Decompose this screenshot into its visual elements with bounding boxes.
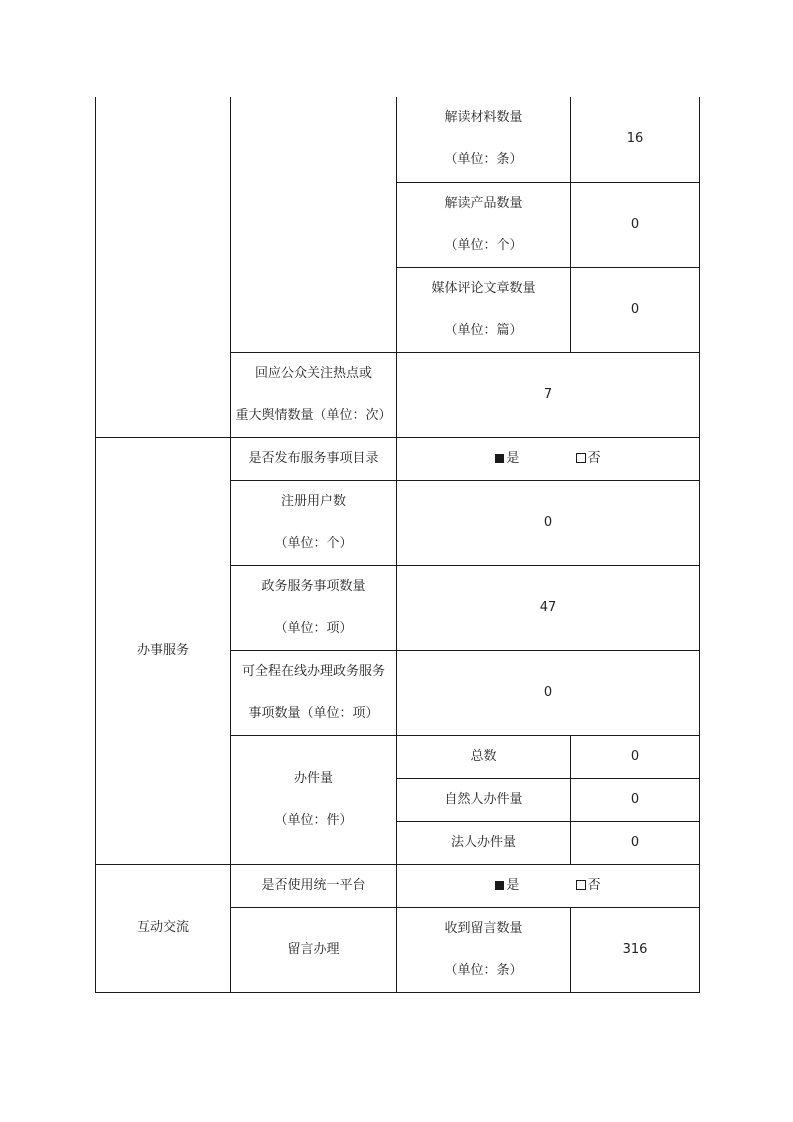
checked-box-icon [495, 881, 504, 890]
unit-line: （单位：件） [274, 812, 353, 828]
label-line: 收到留言数量 [444, 920, 523, 936]
yes-label: 是 [506, 450, 520, 466]
service-category-cell: 办事服务 [96, 437, 231, 864]
messages-received-label [397, 907, 571, 992]
unit-line: （单位：条） [444, 152, 523, 168]
label-line: 解读产品数量 [444, 195, 523, 211]
service-items-value: 47 [397, 565, 700, 650]
label-line: 办件量 [293, 770, 333, 786]
volume-total-label: 总数 [397, 735, 571, 778]
unified-platform-label: 是否使用统一平台 [231, 864, 397, 907]
volume-natural-person-value: 0 [571, 778, 700, 821]
label-line: 政务服务事项数量 [261, 578, 366, 594]
yes-label: 是 [506, 877, 520, 893]
case-volume-label [231, 735, 397, 864]
service-items-label [231, 565, 397, 650]
messages-received-value: 316 [571, 907, 700, 992]
interpretation-materials-value: 16 [571, 97, 700, 182]
unit-line: （单位：条） [444, 962, 523, 978]
no-option [576, 438, 601, 480]
label-line: 媒体评论文章数量 [431, 280, 536, 296]
statistics-table [95, 97, 700, 993]
table-row [96, 437, 700, 480]
registered-users-label [231, 480, 397, 565]
label-line: 注册用户数 [280, 493, 346, 509]
interpretation-products-value: 0 [571, 182, 700, 267]
online-items-label [231, 650, 397, 735]
no-option [576, 865, 601, 907]
interpretation-products-label [397, 182, 571, 267]
unit-line: （单位：个） [274, 535, 353, 551]
unit-line: 事项数量（单位：项） [248, 705, 379, 721]
media-articles-value: 0 [571, 267, 700, 352]
label-line: 解读材料数量 [444, 110, 523, 126]
media-articles-label [397, 267, 571, 352]
checked-box-icon [495, 454, 504, 463]
unified-platform-choice [397, 864, 700, 907]
unit-line: （单位：篇） [444, 322, 523, 338]
unit-line: 重大舆情数量（单位：次） [235, 407, 392, 423]
no-label: 否 [587, 877, 601, 893]
volume-total-value: 0 [571, 735, 700, 778]
table-row [96, 97, 700, 182]
yes-option [495, 865, 519, 907]
continued-category-cell [96, 97, 231, 437]
volume-legal-person-value: 0 [571, 821, 700, 864]
service-catalog-label: 是否发布服务事项目录 [231, 437, 397, 480]
label-line: 回应公众关注热点或 [254, 365, 372, 381]
interaction-category-cell: 互动交流 [96, 864, 231, 992]
unit-line: （单位：个） [444, 237, 523, 253]
no-label: 否 [587, 450, 601, 466]
unchecked-box-icon [576, 453, 586, 463]
volume-natural-person-label: 自然人办件量 [397, 778, 571, 821]
unit-line: （单位：项） [274, 620, 353, 636]
service-catalog-choice [397, 437, 700, 480]
hotspot-response-value: 7 [397, 352, 700, 437]
yes-option [495, 438, 519, 480]
continued-subcategory-cell [231, 97, 397, 352]
online-items-value: 0 [397, 650, 700, 735]
volume-legal-person-label: 法人办件量 [397, 821, 571, 864]
label-line: 可全程在线办理政务服务 [241, 663, 385, 679]
table-row [96, 864, 700, 907]
message-handling-label: 留言办理 [231, 907, 397, 992]
registered-users-value: 0 [397, 480, 700, 565]
hotspot-response-label [231, 352, 397, 437]
interpretation-materials-label [397, 97, 571, 182]
unchecked-box-icon [576, 880, 586, 890]
